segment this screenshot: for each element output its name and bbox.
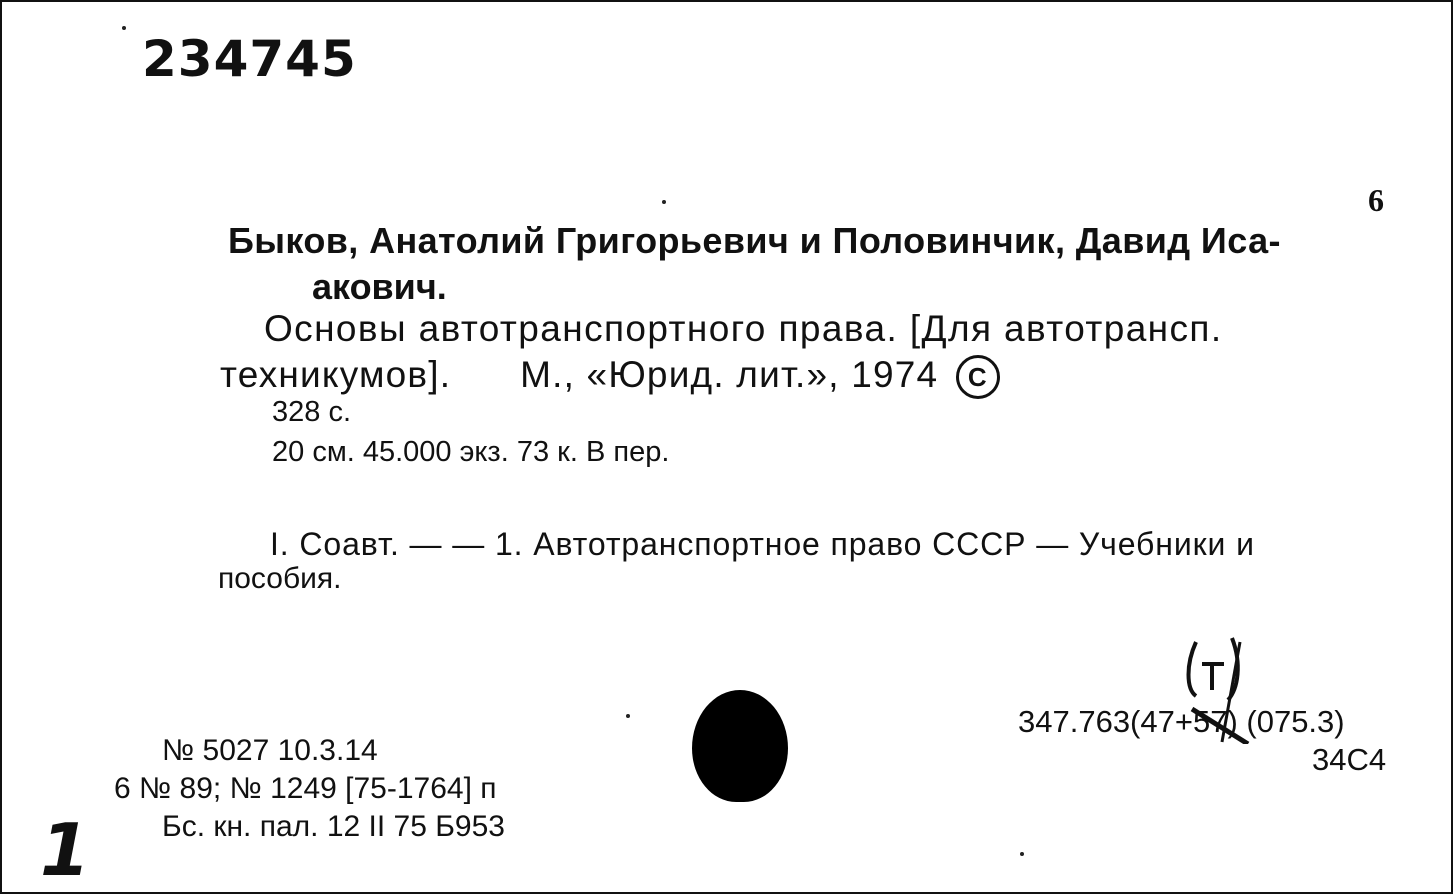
order-line-3: Бс. кн. пал. 12 II 75 Б953 [162, 810, 505, 843]
author-line-1: Быков, Анатолий Григорьевич и Половинчик, Давид Иса- [228, 220, 1281, 261]
speck [662, 200, 666, 204]
title-line-1: Основы автотранспортного права. [Для автотрансп. [264, 308, 1223, 349]
handwritten-mark: 1 [40, 808, 92, 892]
punch-hole [692, 690, 788, 802]
speck [1020, 852, 1024, 856]
copyright-icon: C [956, 355, 1000, 399]
tracing-line-1: I. Соавт. — — 1. Автотранспортное право СССР — Учебники и [270, 526, 1255, 562]
order-line-1: № 5027 10.3.14 [162, 734, 378, 767]
order-line-2: 6 № 89; № 1249 [75-1764] п [114, 772, 497, 805]
pages: 328 с. [272, 396, 351, 428]
classification-index: 347.763(47+57) (075.3) [1018, 704, 1345, 739]
title-line-2 [220, 354, 1000, 399]
shelf-mark: 6 [1368, 182, 1384, 218]
inventory-number: 234745 [142, 30, 357, 88]
tracing-line-2: пособия. [218, 562, 342, 595]
speck [626, 714, 630, 718]
author-line-2: акович. [312, 266, 447, 307]
author-mark: 34С4 [1312, 742, 1387, 777]
physical-description: 20 см. 45.000 экз. 73 к. В пер. [272, 436, 670, 468]
speck [122, 26, 126, 30]
title-line-2-text: техникумов]. М., «Юрид. лит.», 1974 [220, 354, 939, 395]
